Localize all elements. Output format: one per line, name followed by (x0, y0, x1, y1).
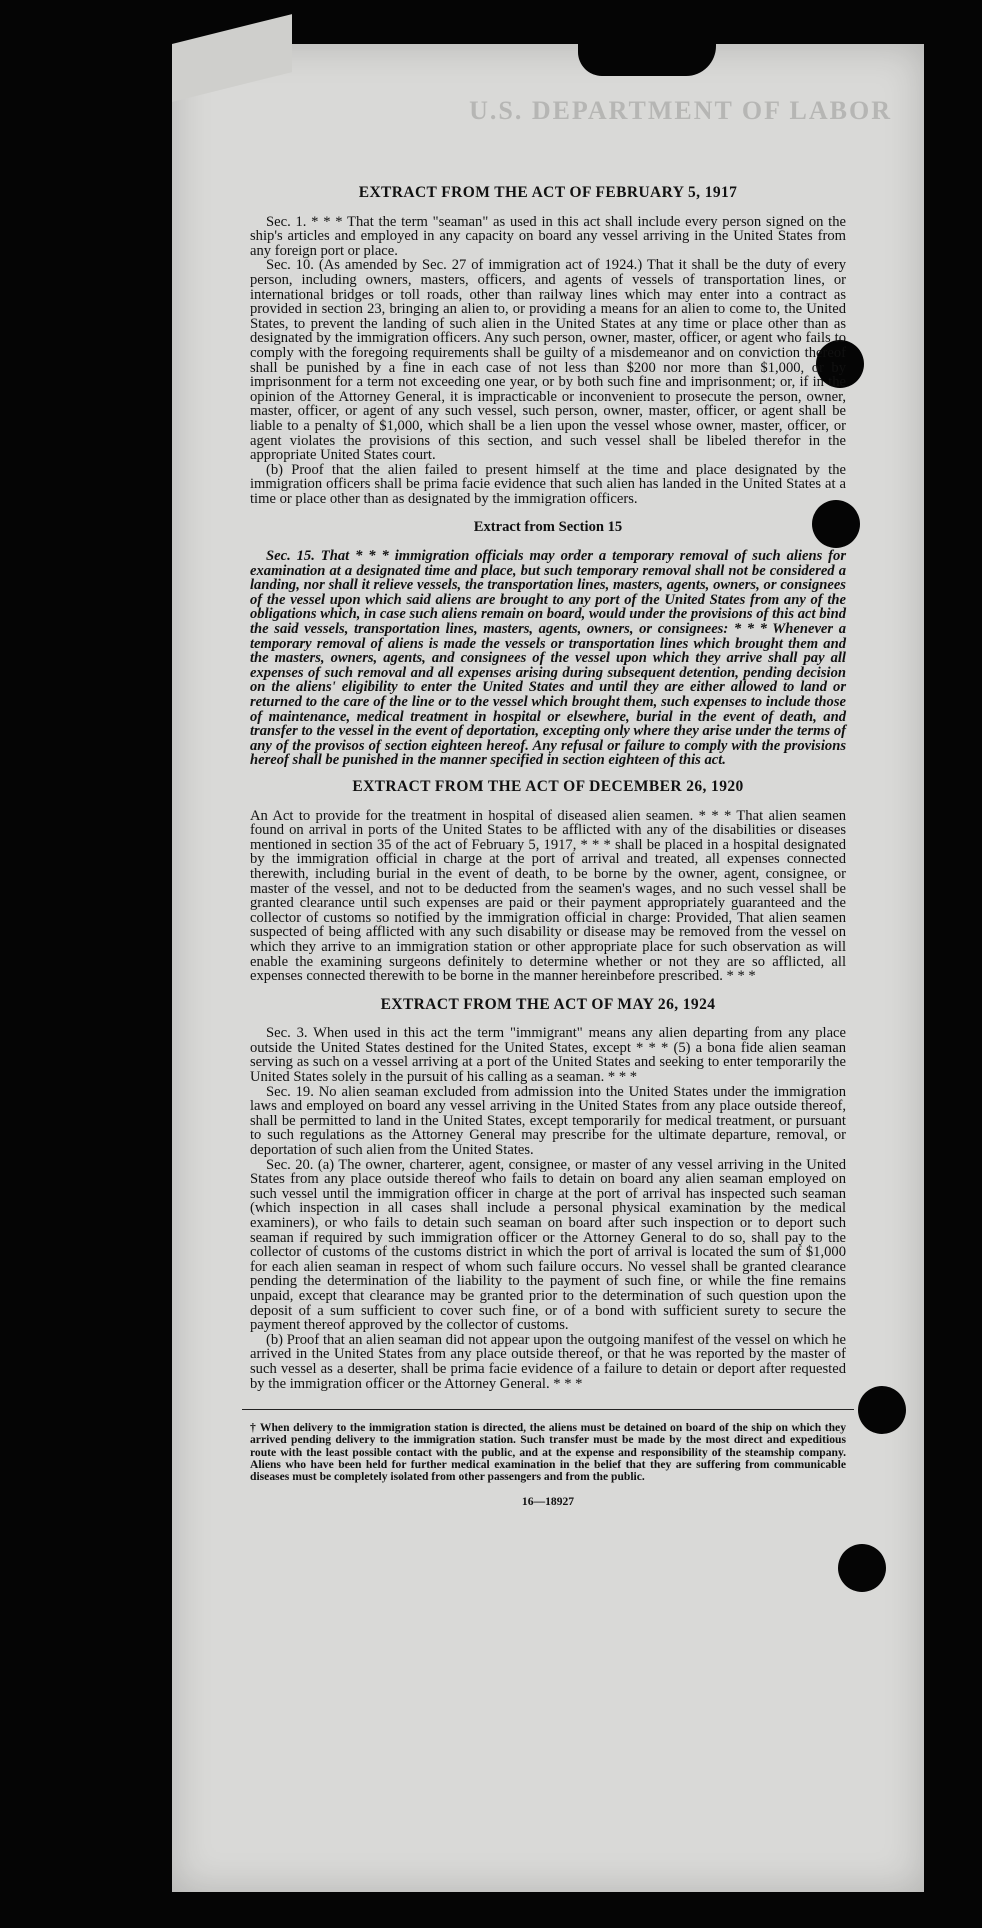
paragraph: Sec. 3. When used in this act the term "immigrant" means any alien departing from any place outside the United States destined for the United States, except * * * (5) a bona fide alien seaman serving as such on a vessel arriving at a port of the United States and seeking to enter temporarily the United States solely in the pursuit of his calling as a seaman. * * * (250, 1025, 846, 1086)
paragraph: Sec. 1. * * * That the term "seaman" as used in this act shall include every person signed on the ship's articles and employed in any capacity on board any vessel arriving in the United States from any foreign port or place. (250, 213, 846, 259)
footnote: † When delivery to the immigration station is directed, the aliens must be detained on board of the ship on which they arrived pending delivery to the immigration station. Such transfer must be made by the most direct and expeditious route with the least possible contact with the public, and at the expense and responsibility of the steamship company. Aliens who have been held for further medical examination in the belief that they are suffering from communicable diseases must be completely isolated from other passengers and from the public. (250, 1421, 846, 1483)
form-code: 16—18927 (521, 1495, 575, 1509)
paragraph: (b) Proof that an alien seaman did not appear upon the outgoing manifest of the vessel on which he arrived in the United States from any place outside thereof, or that he was reported by the master of such vessel as a deserter, shall be prima facie evidence of a failure to detain or deport after requested by the immigration officer or the Attorney General. * * * (250, 1331, 846, 1392)
bleed-through-title: U.S. DEPARTMENT OF LABOR (469, 96, 892, 125)
paragraph: Sec. 20. (a) The owner, charterer, agent, consignee, or master of any vessel arriving in the United States from any place outside thereof who fails to detain on board any alien seaman employed on such vessel until the immigration officer in charge at the port of arrival has inspected such seaman (which inspection in all cases shall include a personal physical examination by the medical examiners), or who fails to detain such seaman on board after such inspection or to deport such seaman if required by such immigration officer or the Attorney General to do so, shall pay to the collector of customs of the customs district in which the port of arrival is located the sum of $1,000 for each alien seaman in respect of whom such failure occurs. No vessel shall be granted clearance pending the determination of the liability to the payment of such fine, or while the fine remains unpaid, except that clearance may be granted prior to the determination of such question upon the deposit of a sum sufficient to cover such fine, or of a bond with sufficient surety to secure the payment thereof approved by the collector of customs. (250, 1156, 846, 1334)
punch-hole (838, 1544, 886, 1592)
paragraph: Sec. 15. That * * * immigration officials may order a temporary removal of such aliens for examination at a designated time and place, but such temporary removal shall not be considered a landing, nor shall it relieve vessels, the transportation lines, masters, agents, owners, or consignees of the vessel upon which said aliens are brought to any port of the United States from any of the obligations which, in case such aliens remain on board, would under the provisions of this act bind the said vessels, transportation lines, masters, agents, owners, or consignees: * * * Whenever a temporary removal of aliens is made the vessels or transportation lines which brought them and the masters, owners, agents, and consignees of the vessel upon which they arrive shall pay all expenses of such removal and all expenses arising during subsequent detention, pending decision on the aliens' eligibility to enter the United States and until they are either allowed to land or returned to the care of the line or to the vessel which brought them, such expenses to include those of maintenance, medical treatment in hospital or elsewhere, burial in the event of death, and transfer to the vessel in the event of deportation, excepting only where they arise under the terms of any of the provisos of section eighteen hereof. Any refusal or failure to comply with the provisions hereof shall be punished in the manner specified in section eighteen of this act. (250, 548, 846, 769)
paragraph: (b) Proof that the alien failed to present himself at the time and place designated by the immigration officers shall be prima facie evidence that such alien has landed in the United States at a time or place other than as designated by the immigration officers. (250, 461, 846, 507)
section-heading: EXTRACT FROM THE ACT OF MAY 26, 1924 (380, 995, 716, 1013)
torn-edge (578, 40, 716, 76)
document-body (250, 186, 846, 1510)
section-heading: EXTRACT FROM THE ACT OF DECEMBER 26, 1920 (352, 777, 744, 795)
punch-hole (858, 1386, 906, 1434)
paragraph: Sec. 19. No alien seaman excluded from admission into the United States under the immigration laws and employed on board any vessel arriving in the United States from any place outside thereof, shall be permitted to land in the United States, except temporarily for medical treatment, or pursuant to such regulations as the Attorney General may prescribe for the ultimate departure, removal, or deportation of such alien from the United States. (250, 1083, 846, 1159)
section-heading: EXTRACT FROM THE ACT OF FEBRUARY 5, 1917 (358, 184, 738, 201)
paragraph: Sec. 10. (As amended by Sec. 27 of immigration act of 1924.) That it shall be the duty of every person, including owners, masters, officers, and agents of vessels of transportation lines, or international bridges or toll roads, other than railway lines which may enter into a contract as provided in section 23, bringing an alien to, or providing a means for an alien to come to, the United States, to prevent the landing of such alien in the United States at any time or place other than as designated by the immigration officers. Any such person, owner, master, officer, or agent who fails to comply with the foregoing requirements shall be guilty of a misdemeanor and on conviction thereof shall be punished by a fine in each case of not less than $200 nor more than $1,000, or by imprisonment for a term not exceeding one year, or by both such fine and imprisonment; or, if in the opinion of the Attorney General, it is impracticable or inconvenient to prosecute the person, owner, master, officer, or agent of any such vessel, such person, owner, master, officer, or agent shall be liable to a penalty of $1,000, which shall be a lien upon the vessel whose owner, master, officer, or agent violates the provisions of this section, and such vessel shall be libeled therefor in the appropriate United States court. (250, 257, 846, 464)
paragraph: An Act to provide for the treatment in hospital of diseased alien seamen. * * * That alien seamen found on arrival in ports of the United States to be afflicted with any of the disabilities or diseases mentioned in section 35 of the act of February 5, 1917, * * * shall be placed in a hospital designated by the immigration official in charge at the port of arrival and treated, all expenses connected therewith, including burial in the event of death, to be borne by the owner, agent, consignee, or master of the vessel, and not to be deducted from the seamen's wages, and no such vessel shall be granted clearance until such expenses are paid or their payment appropriately guaranteed and the collector of customs so notified by the immigration official in charge: Provided, That alien seamen suspected of being afflicted with any such disability or disease may be removed from the vessel on which they arrive to an immigration station or other appropriate place for such observation as will enable the examining surgeons definitely to determine whether or not they are so afflicted, all expenses connected therewith to be borne in the manner hereinbefore prescribed. * * * (250, 807, 846, 985)
section-heading: Extract from Section 15 (473, 519, 623, 536)
